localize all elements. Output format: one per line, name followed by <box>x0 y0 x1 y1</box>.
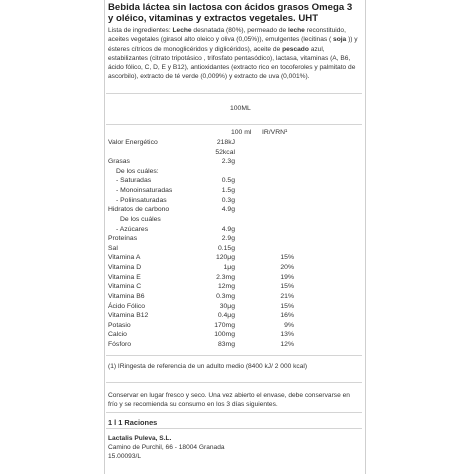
nutrition-row <box>0 331 474 339</box>
divider <box>106 124 362 125</box>
nutrient-name: Hidratos de carbono <box>108 206 170 214</box>
allergen-leche: Leche <box>172 27 192 34</box>
nutrient-vrn: 15% <box>280 302 294 310</box>
divider <box>106 428 362 429</box>
nutrient-name: Proteínas <box>108 235 138 243</box>
company-code: 15.00093/L <box>108 453 142 460</box>
nutrient-name: Potasio <box>108 321 131 329</box>
divider <box>106 355 362 356</box>
ingredients-text: azul, estabilizantes (citrato tripotásico , trifosfato pentasódico), lactasa, vitaminas (A, B6, ácido fólico, C, D, E y B12), antioxidantes (extracto rico en tocoferoles y palmitato de ascorbilo), extracto de té verde (0,009%) y extracto de uva (0,001%). <box>108 45 356 81</box>
nutrient-name: Grasas <box>108 158 130 166</box>
nutrition-row <box>0 235 474 243</box>
nutrient-name: - Poliinsaturadas <box>116 196 167 204</box>
nutrient-vrn: 13% <box>280 331 294 339</box>
nutrient-value: 0.3mg <box>216 292 235 300</box>
nutrition-row <box>0 312 474 320</box>
nutrition-row <box>0 303 474 311</box>
nutrient-vrn: 20% <box>280 264 294 272</box>
nutrition-row <box>0 293 474 301</box>
nutrient-value: 120μg <box>215 254 235 262</box>
nutrient-vrn: 19% <box>280 273 294 281</box>
product-title: Bebida láctea sin lactosa con ácidos grasos Omega 3 y oléico, vitaminas y extractos vegetales. UHT <box>108 2 353 24</box>
nutrient-name: Valor Energético <box>108 139 158 146</box>
ingredients-text: reconstituido, aceites vegetales (girasol alto oleico y oliva (0,05%)), emulgentes (lecitinas ( <box>108 27 346 44</box>
nutrient-value: 0.5g <box>221 177 235 185</box>
nutrient-name: Vitamina C <box>108 283 142 291</box>
nutrition-row <box>0 149 474 157</box>
servings-info: 1 l 1 Raciones <box>108 418 158 427</box>
nutrition-row <box>0 226 474 234</box>
divider <box>106 93 362 94</box>
nutrition-row <box>0 322 474 330</box>
storage-instructions: Conservar en lugar fresco y seco. Una vez abierto el envase, debe conservarse en frío y se recomienda su consumo en los 3 días siguientes. <box>108 392 350 408</box>
ingredients-text: Lista de ingredientes: <box>108 27 173 34</box>
nutrient-value: 30μg <box>219 302 235 310</box>
allergen-pescado: pescado <box>282 45 309 53</box>
nutrient-name: Calcio <box>108 331 127 339</box>
nutrition-row <box>0 264 474 272</box>
nutrient-name: De los cuáles: <box>116 167 159 175</box>
nutrient-vrn: 16% <box>280 312 294 320</box>
column-header-vrn: IR/VRN¹ <box>262 129 288 136</box>
nutrient-name: Sal <box>108 244 118 252</box>
nutrient-value: 12mg <box>217 283 235 291</box>
nutrient-value: 2.9g <box>221 235 235 243</box>
nutrient-value: 0.3g <box>221 196 235 204</box>
nutrient-name: Vitamina E <box>108 273 141 281</box>
nutrient-value: 100mg <box>214 331 235 339</box>
nutrition-row <box>0 168 474 176</box>
nutrient-vrn: 21% <box>280 292 294 300</box>
company-name: Lactalis Puleva, S.L. <box>108 435 172 442</box>
nutrition-row <box>0 274 474 282</box>
nutrient-value: 0.15g <box>217 244 235 252</box>
nutrition-row <box>0 177 474 185</box>
nutrient-value: 218kJ <box>216 139 235 146</box>
nutrient-value: 83mg <box>217 341 235 349</box>
nutrient-name: Vitamina B6 <box>108 292 145 300</box>
portion-label: 100ML <box>230 105 251 112</box>
nutrition-row <box>0 245 474 253</box>
company-address: Camino de Purchil, 66 - 18004 Granada <box>108 444 225 451</box>
nutrient-value: 4.9g <box>221 225 235 233</box>
nutrition-row <box>0 216 474 224</box>
nutrient-name: Vitamina B12 <box>108 312 149 320</box>
nutrient-name: - Azúcares <box>116 225 149 233</box>
nutrient-vrn: 9% <box>284 321 294 329</box>
nutrition-row <box>0 158 474 166</box>
nutrient-value: 1.5g <box>221 187 235 195</box>
nutrition-row <box>0 139 474 147</box>
nutrient-value: 4.9g <box>221 206 235 214</box>
nutrient-name: Vitamina A <box>108 254 141 262</box>
ingredients-list <box>108 26 360 82</box>
nutrient-vrn: 12% <box>280 341 294 349</box>
nutrient-vrn: 15% <box>280 254 294 262</box>
ingredients-text: desnatada (80%), permeado de <box>191 27 288 34</box>
column-header-100ml: 100 ml <box>231 129 252 136</box>
nutrient-value: 52kcal <box>215 148 235 156</box>
divider <box>106 412 362 413</box>
nutrient-name: Vitamina D <box>108 264 142 272</box>
nutrition-row <box>0 206 474 214</box>
nutrition-row <box>0 254 474 262</box>
allergen-leche-2: leche <box>287 27 305 34</box>
nutrient-value: 2.3mg <box>216 273 235 281</box>
nutrient-name: De los cuáles <box>120 215 161 223</box>
nutrient-value: 170mg <box>214 321 235 329</box>
divider <box>106 382 362 383</box>
nutrition-row <box>0 187 474 195</box>
allergen-soja: soja <box>333 36 347 44</box>
nutrition-row <box>0 197 474 205</box>
nutrition-row <box>0 283 474 291</box>
nutrition-row <box>0 341 474 349</box>
nutrient-name: - Monoinsaturadas <box>116 187 173 195</box>
nutrient-name: Fósforo <box>108 341 132 349</box>
company-info <box>108 434 225 461</box>
reference-intake-footnote: (1) IRingesta de referencia de un adulto medio (8400 kJ/ 2 000 kcal) <box>108 363 308 370</box>
nutrient-value: 1μg <box>223 264 235 272</box>
nutrient-value: 0.4μg <box>217 312 235 320</box>
ingredients-text: )) y ésteres cítricos de monoglicéridos y diglicéridos), aceite de <box>108 36 358 53</box>
nutrient-value: 2.3g <box>221 158 235 166</box>
nutrient-name: Ácido Fólico <box>108 302 146 310</box>
nutrient-name: - Saturadas <box>116 177 152 185</box>
nutrient-vrn: 15% <box>280 283 294 291</box>
